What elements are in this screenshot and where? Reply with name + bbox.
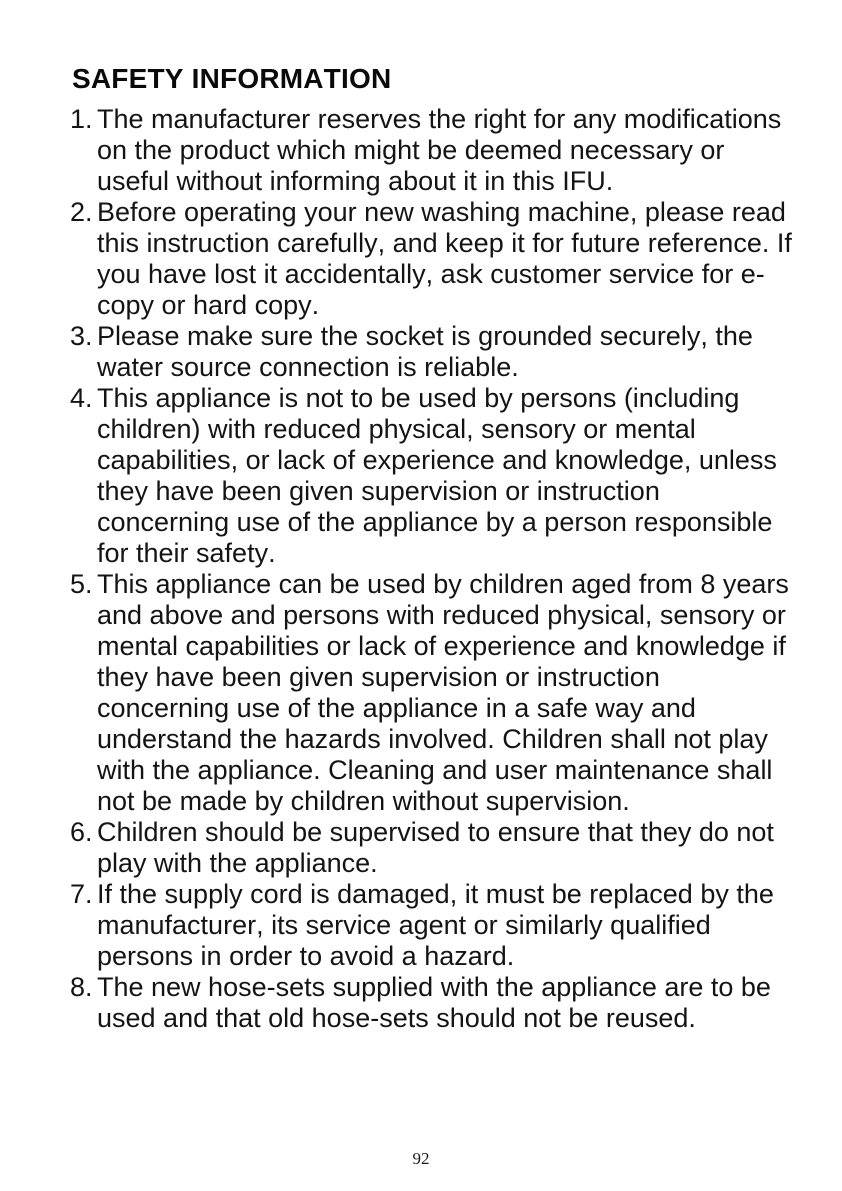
list-item-text: Children should be supervised to ensure that they do not play with the appliance.: [97, 817, 774, 878]
list-item-text: This appliance can be used by children aged from 8 years and above and persons with reduced physical, sensory or mental capabilities or lack of experience and knowledge if they have been given supervision or instruction concerning use of the appliance in a safe way and understand the hazards involved. Children shall not play with the appliance. Cleaning and user maintenance shall not be made by children without supervision.: [97, 569, 789, 816]
list-item-number: 3.: [70, 321, 93, 351]
list-item-text: This appliance is not to be used by persons (including children) with reduced physical, sensory or mental capabilities, or lack of experience and knowledge, unless they have been given supervision or instruction concerning use of the appliance by a person responsible for their safety.: [97, 383, 777, 568]
list-item-text: If the supply cord is damaged, it must be replaced by the manufacturer, its service agent or similarly qualified persons in order to avoid a hazard.: [97, 879, 774, 971]
list-item: [70, 879, 794, 972]
page-title: SAFETY INFORMATION: [72, 63, 392, 94]
list-item: [70, 817, 794, 879]
list-item: [70, 321, 794, 383]
safety-list: [70, 104, 794, 1034]
page-number: 92: [412, 1149, 430, 1168]
list-item-number: 7.: [70, 879, 93, 909]
list-item-number: 4.: [70, 383, 93, 413]
list-item-text: Before operating your new washing machine, please read this instruction carefully, and keep it for future reference. If you have lost it accidentally, ask customer service for e-copy or hard copy.: [97, 197, 792, 320]
list-item-text: The manufacturer reserves the right for any modifications on the product which might be deemed necessary or useful without informing about it in this IFU.: [97, 104, 782, 196]
list-item-number: 2.: [70, 197, 93, 227]
list-item: [70, 972, 794, 1034]
list-item-number: 6.: [70, 817, 93, 847]
list-item: [70, 197, 794, 321]
list-item: [70, 569, 794, 817]
list-item-text: The new hose-sets supplied with the appliance are to be used and that old hose-sets should not be reused.: [97, 972, 771, 1033]
list-item-number: 8.: [70, 972, 93, 1002]
list-item-number: 5.: [70, 569, 93, 599]
list-item: [70, 104, 794, 197]
list-item: [70, 383, 794, 569]
list-item-number: 1.: [70, 104, 93, 134]
list-item-text: Please make sure the socket is grounded securely, the water source connection is reliable.: [97, 321, 753, 382]
